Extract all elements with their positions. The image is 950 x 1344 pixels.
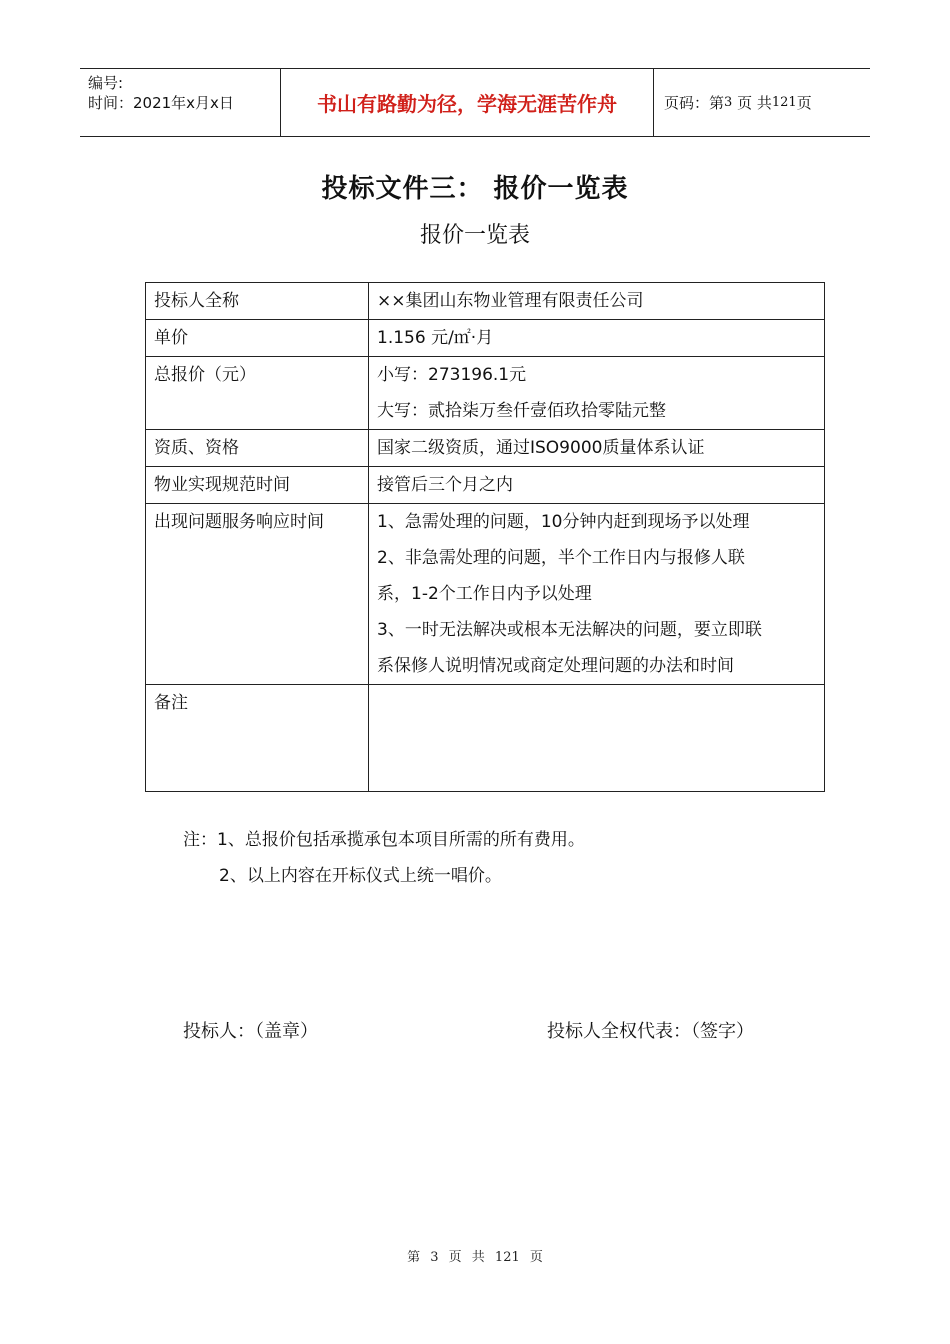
row-label: 投标人全称 [146,283,369,320]
row-value-line: 接管后三个月之内 [377,475,513,495]
page-total: 121 [771,95,797,110]
note-line-1: 注：1、总报价包括承揽承包本项目所需的所有费用。 [183,830,585,850]
row-value-line: 1、急需处理的问题，10分钟内赶到现场予以处理 [377,512,750,532]
notes [183,822,585,894]
time-label: 时间：2021年x月x日 [88,94,234,112]
page-suffix: 页 [796,94,812,112]
row-label: 总报价（元） [146,357,369,430]
row-label: 备注 [146,685,369,792]
row-value-line: 小写：273196.1元 [377,365,527,385]
row-value [369,685,825,792]
table-row [146,504,825,685]
row-value-line: 系保修人说明情况或商定处理问题的办法和时间 [377,656,734,676]
table-row [146,467,825,504]
row-value-line: 系，1-2个工作日内予以处理 [377,584,592,604]
page-prefix: 页码：第 [664,94,725,112]
row-label: 资质、资格 [146,430,369,467]
row-value-line: ××集团山东物业管理有限责任公司 [377,291,644,311]
row-value [369,467,825,504]
number-label: 编号: [88,74,124,92]
header-page-info [654,69,870,136]
row-value-line: 大写：贰拾柒万叁仟壹佰玖拾零陆元整 [377,401,666,421]
page-subtitle: 报价一览表 [419,223,530,248]
row-value [369,320,825,357]
row-value-line: 1.156 元/㎡·月 [377,328,494,348]
row-value [369,430,825,467]
header-motto: 书山有路勤为径，学海无涯苦作舟 [280,69,654,136]
note-line-2: 2、以上内容在开标仪式上统一唱价。 [219,866,502,886]
row-value [369,504,825,685]
representative-signature-label: 投标人全权代表：（签字） [547,1021,754,1042]
row-value [369,283,825,320]
row-value-line: 3、一时无法解决或根本无法解决的问题，要立即联 [377,620,762,640]
row-label: 出现问题服务响应时间 [146,504,369,685]
table-row [146,357,825,430]
table-row [146,430,825,467]
row-value-line: 2、非急需处理的问题，半个工作日内与报修人联 [377,548,745,568]
header-meta [80,69,280,136]
table-row [146,283,825,320]
page-footer: 第 3 页 共 121 页 [407,1250,543,1265]
table-row [146,685,825,792]
bidder-seal-label: 投标人：（盖章） [183,1021,318,1042]
page-title: 投标文件三： 报价一览表 [321,174,629,204]
row-value [369,357,825,430]
page-number: 3 [724,95,733,110]
row-label: 物业实现规范时间 [146,467,369,504]
table-row [146,320,825,357]
row-label: 单价 [146,320,369,357]
page-mid: 页 共 [737,94,772,112]
document-header [80,68,870,137]
quotation-table [145,282,825,792]
row-value-line: 国家二级资质，通过ISO9000质量体系认证 [377,438,705,458]
